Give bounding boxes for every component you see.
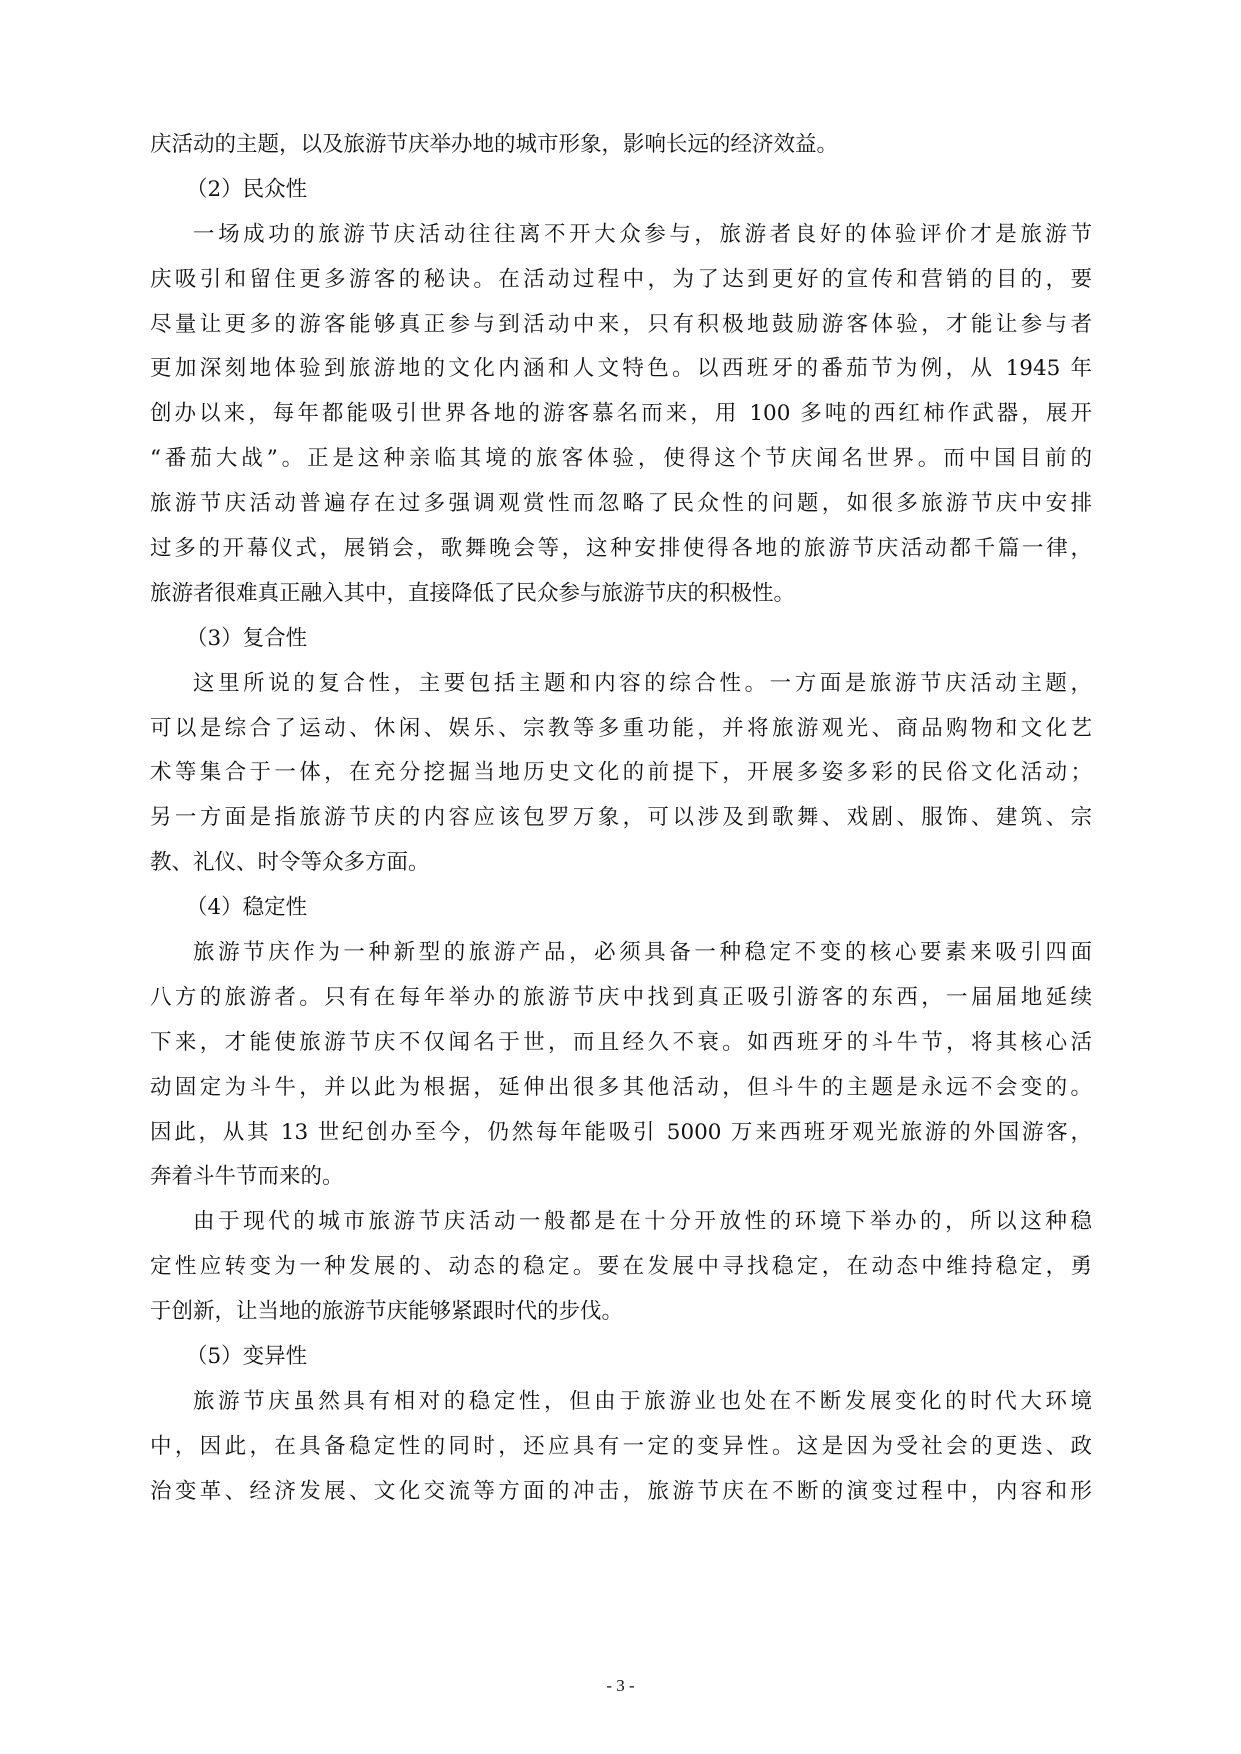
text-line: 奔着斗牛节而来的。 xyxy=(150,1164,344,1190)
text-line: 旅游节庆虽然具有相对的稳定性，但由于旅游业也处在不断发展变化的时代大环境 xyxy=(193,1388,1092,1414)
text-line: 过多的开幕仪式，展销会，歌舞晚会等，这种安排使得各地的旅游节庆活动都千篇一律， xyxy=(150,536,1092,562)
text-line: 因此，从其 13 世纪创办至今，仍然每年能吸引 5000 万来西班牙观光旅游的外国游客， xyxy=(150,1119,1092,1145)
text-line: 旅游者很难真正融入其中，直接降低了民众参与旅游节庆的积极性。 xyxy=(150,580,796,606)
section-heading: （5）变异性 xyxy=(186,1344,308,1370)
text-line: 创办以来，每年都能吸引世界各地的游客慕名而来，用 100 多吨的西红柿作武器，展开 xyxy=(150,401,1092,427)
text-line: 动固定为斗牛，并以此为根据，延伸出很多其他活动，但斗牛的主题是永远不会变的。 xyxy=(150,1074,1092,1100)
text-line: 教、礼仪、时令等众多方面。 xyxy=(150,850,430,876)
text-line: 下来，才能使旅游节庆不仅闻名于世，而且经久不衰。如西班牙的斗牛节，将其核心活 xyxy=(150,1029,1092,1055)
text-line: 这里所说的复合性，主要包括主题和内容的综合性。一方面是旅游节庆活动主题， xyxy=(193,670,1092,696)
text-line: 术等集合于一体，在充分挖掘当地历史文化的前提下，开展多姿多彩的民俗文化活动； xyxy=(150,760,1092,786)
text-line: 由于现代的城市旅游节庆活动一般都是在十分开放性的环境下举办的，所以这种稳 xyxy=(193,1209,1092,1235)
text-line: 尽量让更多的游客能够真正参与到活动中来，只有积极地鼓励游客体验，才能让参与者 xyxy=(150,311,1092,337)
text-line: 旅游节庆活动普遍存在过多强调观赏性而忽略了民众性的问题，如很多旅游节庆中安排 xyxy=(150,491,1092,517)
text-line: 一场成功的旅游节庆活动往往离不开大众参与，旅游者良好的体验评价才是旅游节 xyxy=(193,221,1092,247)
text-line: 治变革、经济发展、文化交流等方面的冲击，旅游节庆在不断的演变过程中，内容和形 xyxy=(150,1478,1092,1504)
text-line: 另一方面是指旅游节庆的内容应该包罗万象，可以涉及到歌舞、戏剧、服饰、建筑、宗 xyxy=(150,805,1092,831)
text-line: “番茄大战”。正是这种亲临其境的旅客体验，使得这个节庆闻名世界。而中国目前的 xyxy=(150,446,1092,472)
text-line: 更加深刻地体验到旅游地的文化内涵和人文特色。以西班牙的番茄节为例，从 1945 年 xyxy=(150,356,1092,382)
text-line: 庆活动的主题，以及旅游节庆举办地的城市形象，影响长远的经济效益。 xyxy=(150,132,839,157)
text-line: 庆吸引和留住更多游客的秘诀。在活动过程中，为了达到更好的宣传和营销的目的，要 xyxy=(150,266,1092,292)
text-line: 八方的旅游者。只有在每年举办的旅游节庆中找到真正吸引游客的东西，一届届地延续 xyxy=(150,984,1092,1010)
text-line: 中，因此，在具备稳定性的同时，还应具有一定的变异性。这是因为受社会的更迭、政 xyxy=(150,1433,1092,1459)
text-line: 于创新，让当地的旅游节庆能够紧跟时代的步伐。 xyxy=(150,1299,624,1325)
body-text xyxy=(150,123,1092,1515)
text-line: 可以是综合了运动、休闲、娱乐、宗教等多重功能，并将旅游观光、商品购物和文化艺 xyxy=(150,715,1092,741)
text-line: 定性应转变为一种发展的、动态的稳定。要在发展中寻找稳定，在动态中维持稳定，勇 xyxy=(150,1254,1092,1280)
page-number: - 3 - xyxy=(606,1676,635,1695)
section-heading: （4）稳定性 xyxy=(186,895,308,921)
section-heading: （3）复合性 xyxy=(186,625,308,651)
section-heading: （2）民众性 xyxy=(186,176,308,202)
text-line: 旅游节庆作为一种新型的旅游产品，必须具备一种稳定不变的核心要素来吸引四面 xyxy=(193,940,1092,966)
